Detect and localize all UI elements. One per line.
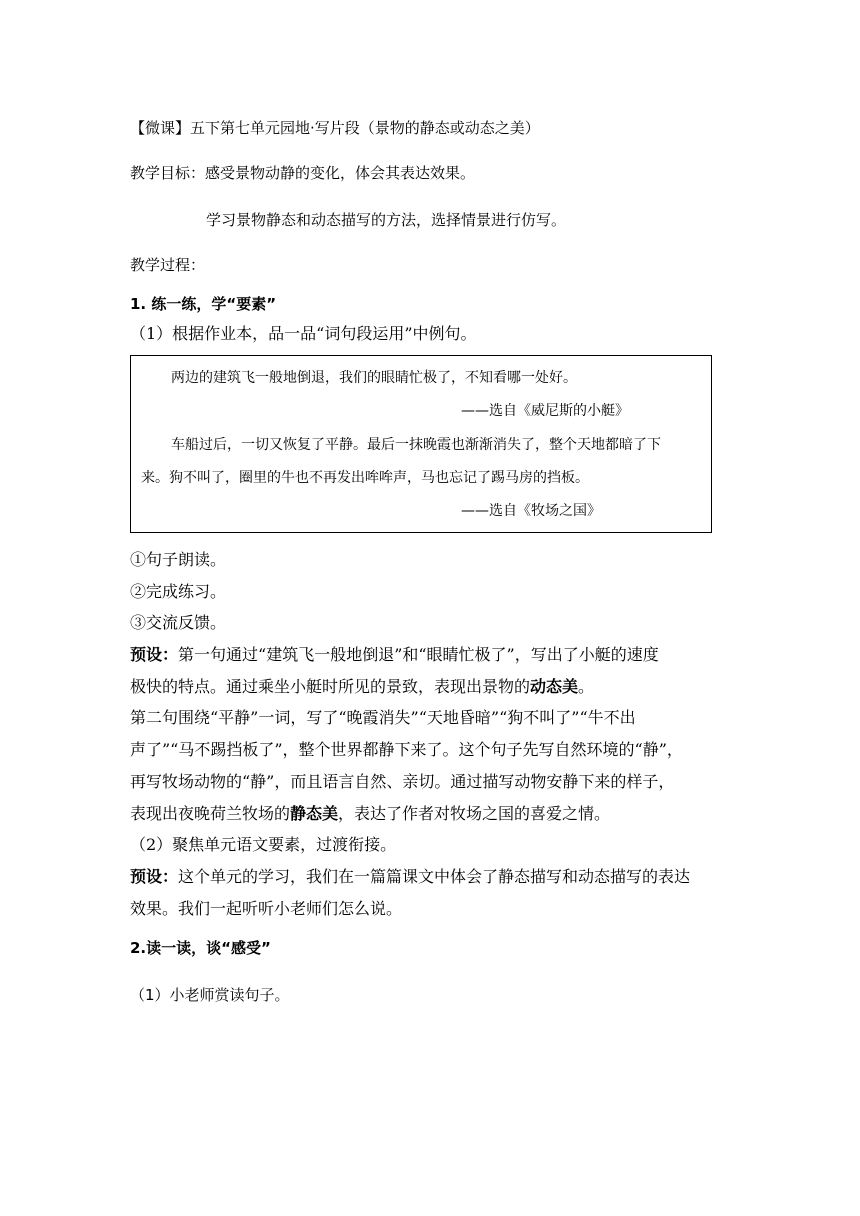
preset-label: 预设： xyxy=(130,645,179,664)
goal-2: 学习景物静态和动态描写的方法，选择情景进行仿写。 xyxy=(206,211,567,229)
teaching-goal xyxy=(130,163,475,183)
preset-1-line1 xyxy=(130,645,659,665)
para2-line2: 声了”“马不踢挡板了”，整个世界都静下来了。这个句子先写自然环境的“静”， xyxy=(130,740,683,759)
preset-1-text: 第一句通过“建筑飞一般地倒退”和“眼睛忙极了”，写出了小艇的速度 xyxy=(178,645,659,664)
preset-2-line1 xyxy=(130,867,690,887)
doc-title: 【微课】五下第七单元园地·写片段（景物的静态或动态之美） xyxy=(130,119,540,137)
list-item-3: ③交流反馈。 xyxy=(130,613,227,632)
example-source-2: ——选自《牧场之国》 xyxy=(461,503,601,519)
para2-line1: 第二句围绕“平静”一词，写了“晚霞消失”“天地昏暗”“狗不叫了”“牛不出 xyxy=(130,708,636,727)
process-label: 教学过程： xyxy=(130,256,206,274)
para2-text-b: ，表达了作者对牧场之国的喜爱之情。 xyxy=(338,804,611,823)
example-sentence-2-line2: 来。狗不叫了，圈里的牛也不再发出哞哞声，马也忘记了踢马房的挡板。 xyxy=(141,470,589,486)
preset-label-2: 预设： xyxy=(130,867,179,886)
step2-1: （1）小老师赏读句子。 xyxy=(130,986,290,1004)
example-sentence-1: 两边的建筑飞一般地倒退，我们的眼睛忙极了，不知看哪一处好。 xyxy=(171,370,577,386)
preset-1-text-3: 。 xyxy=(578,677,595,696)
para2-text-a: 表现出夜晚荷兰牧场的 xyxy=(130,804,291,823)
static-beauty-term: 静态美 xyxy=(290,804,339,823)
list-item-1: ①句子朗读。 xyxy=(130,550,227,569)
section2-heading: 2.读一读，谈“感受” xyxy=(130,939,271,957)
example-sentence-2-line1: 车船过后，一切又恢复了平静。最后一抹晚霞也渐渐消失了，整个天地都暗了下 xyxy=(171,437,661,453)
section1-heading: 1. 练一练，学“要素” xyxy=(130,295,277,313)
example-sentence-box xyxy=(130,355,712,533)
goal-label: 教学目标： xyxy=(130,164,206,182)
list-item-2: ②完成练习。 xyxy=(130,582,227,601)
para2-line3: 再写牧场动物的“静”，而且语言自然、亲切。通过描写动物安静下来的样子， xyxy=(130,772,675,791)
dynamic-beauty-term: 动态美 xyxy=(530,677,579,696)
preset-2-text: 这个单元的学习，我们在一篇篇课文中体会了静态描写和动态描写的表达 xyxy=(178,867,691,886)
para2-line4 xyxy=(130,804,610,824)
preset-1-text-2: 极快的特点。通过乘坐小艇时所见的景致，表现出景物的 xyxy=(130,677,531,696)
preset-1-line2 xyxy=(130,677,594,697)
preset-2-line2: 效果。我们一起听听小老师们怎么说。 xyxy=(130,899,403,918)
example-source-1: ——选自《威尼斯的小艇》 xyxy=(461,403,629,419)
step1-2: （2）聚焦单元语文要素，过渡衔接。 xyxy=(130,835,397,854)
goal-1: 感受景物动静的变化，体会其表达效果。 xyxy=(205,164,476,182)
step1-1: （1）根据作业本，品一品“词句段运用”中例句。 xyxy=(130,324,477,343)
